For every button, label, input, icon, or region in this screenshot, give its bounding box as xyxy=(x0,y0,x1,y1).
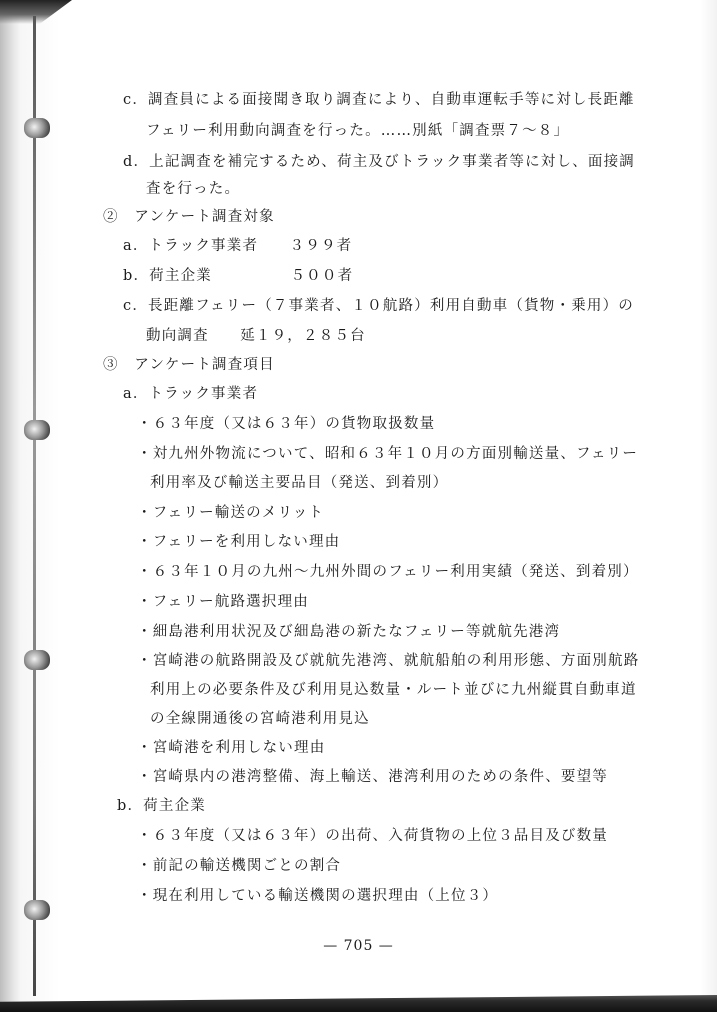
bullet-item: ・宮崎県内の港湾整備、海上輸送、港湾利用のための条件、要望等 xyxy=(137,769,608,785)
bullet-item: ・６３年度（又は６３年）の貨物取扱数量 xyxy=(137,416,436,432)
text-line: c．調査員による面接聞き取り調査により、自動車運転手等に対し長距離 xyxy=(123,92,635,108)
binder-spine xyxy=(33,16,36,996)
bullet-item: ・フェリー輸送のメリット xyxy=(137,505,325,521)
bullet-item: ・６３年度（又は６３年）の出荷、入荷貨物の上位３品目及び数量 xyxy=(137,828,608,844)
text-line: 査を行った。 xyxy=(146,181,241,197)
bullet-item: ・宮崎港を利用しない理由 xyxy=(137,740,326,756)
bullet-item: ・フェリーを利用しない理由 xyxy=(137,534,341,550)
bullet-item: ・対九州外物流について、昭和６３年１０月の方面別輸送量、フェリー xyxy=(137,446,639,462)
bullet-item: ・宮崎港の航路開設及び就航先港湾、就航船舶の利用形態、方面別航路 xyxy=(137,653,640,669)
binder-ring-icon xyxy=(24,900,50,920)
text-line: 利用率及び輸送主要品目（発送、到着別） xyxy=(150,475,449,491)
subsection-heading: b．荷主企業 xyxy=(117,798,206,814)
section-heading: ② アンケート調査対象 xyxy=(103,209,275,225)
bullet-item: ・細島港利用状況及び細島港の新たなフェリー等就航先港湾 xyxy=(137,624,561,640)
bullet-item: ・フェリー航路選択理由 xyxy=(137,594,309,610)
binder-ring-icon xyxy=(24,420,50,440)
text-line: b．荷主企業 ５００者 xyxy=(123,268,354,284)
text-line: d．上記調査を補完するため、荷主及びトラック事業者等に対し、面接調 xyxy=(123,154,636,170)
text-line: 動向調査 延１９，２８５台 xyxy=(146,328,366,344)
binder-ring-icon xyxy=(24,650,50,670)
binding-shadow xyxy=(0,0,20,1012)
bullet-item: ・６３年１０月の九州〜九州外間のフェリー利用実績（発送、到着別） xyxy=(137,564,639,580)
bullet-item: ・現在利用している輸送機関の選択理由（上位３） xyxy=(137,888,499,904)
text-line: フェリー利用動向調査を行った。……別紙「調査票７〜８」 xyxy=(146,123,570,139)
text-line: a．トラック事業者 ３９９者 xyxy=(123,238,353,254)
bullet-item: ・前記の輸送機関ごとの割合 xyxy=(137,858,342,874)
section-heading: ③ アンケート調査項目 xyxy=(103,357,275,373)
text-line: c．長距離フェリー（７事業者、１０航路）利用自動車（貨物・乗用）の xyxy=(123,298,634,314)
text-line: の全線開通後の宮崎港利用見込 xyxy=(150,711,370,727)
page-number: — 705 — xyxy=(323,938,394,954)
subsection-heading: a．トラック事業者 xyxy=(123,386,259,402)
text-line: 利用上の必要条件及び利用見込数量・ルート並びに九州縦貫自動車道 xyxy=(150,682,637,698)
binder-clip xyxy=(0,0,72,24)
binder-ring-icon xyxy=(24,118,50,138)
bottom-edge-shadow xyxy=(0,995,717,1012)
